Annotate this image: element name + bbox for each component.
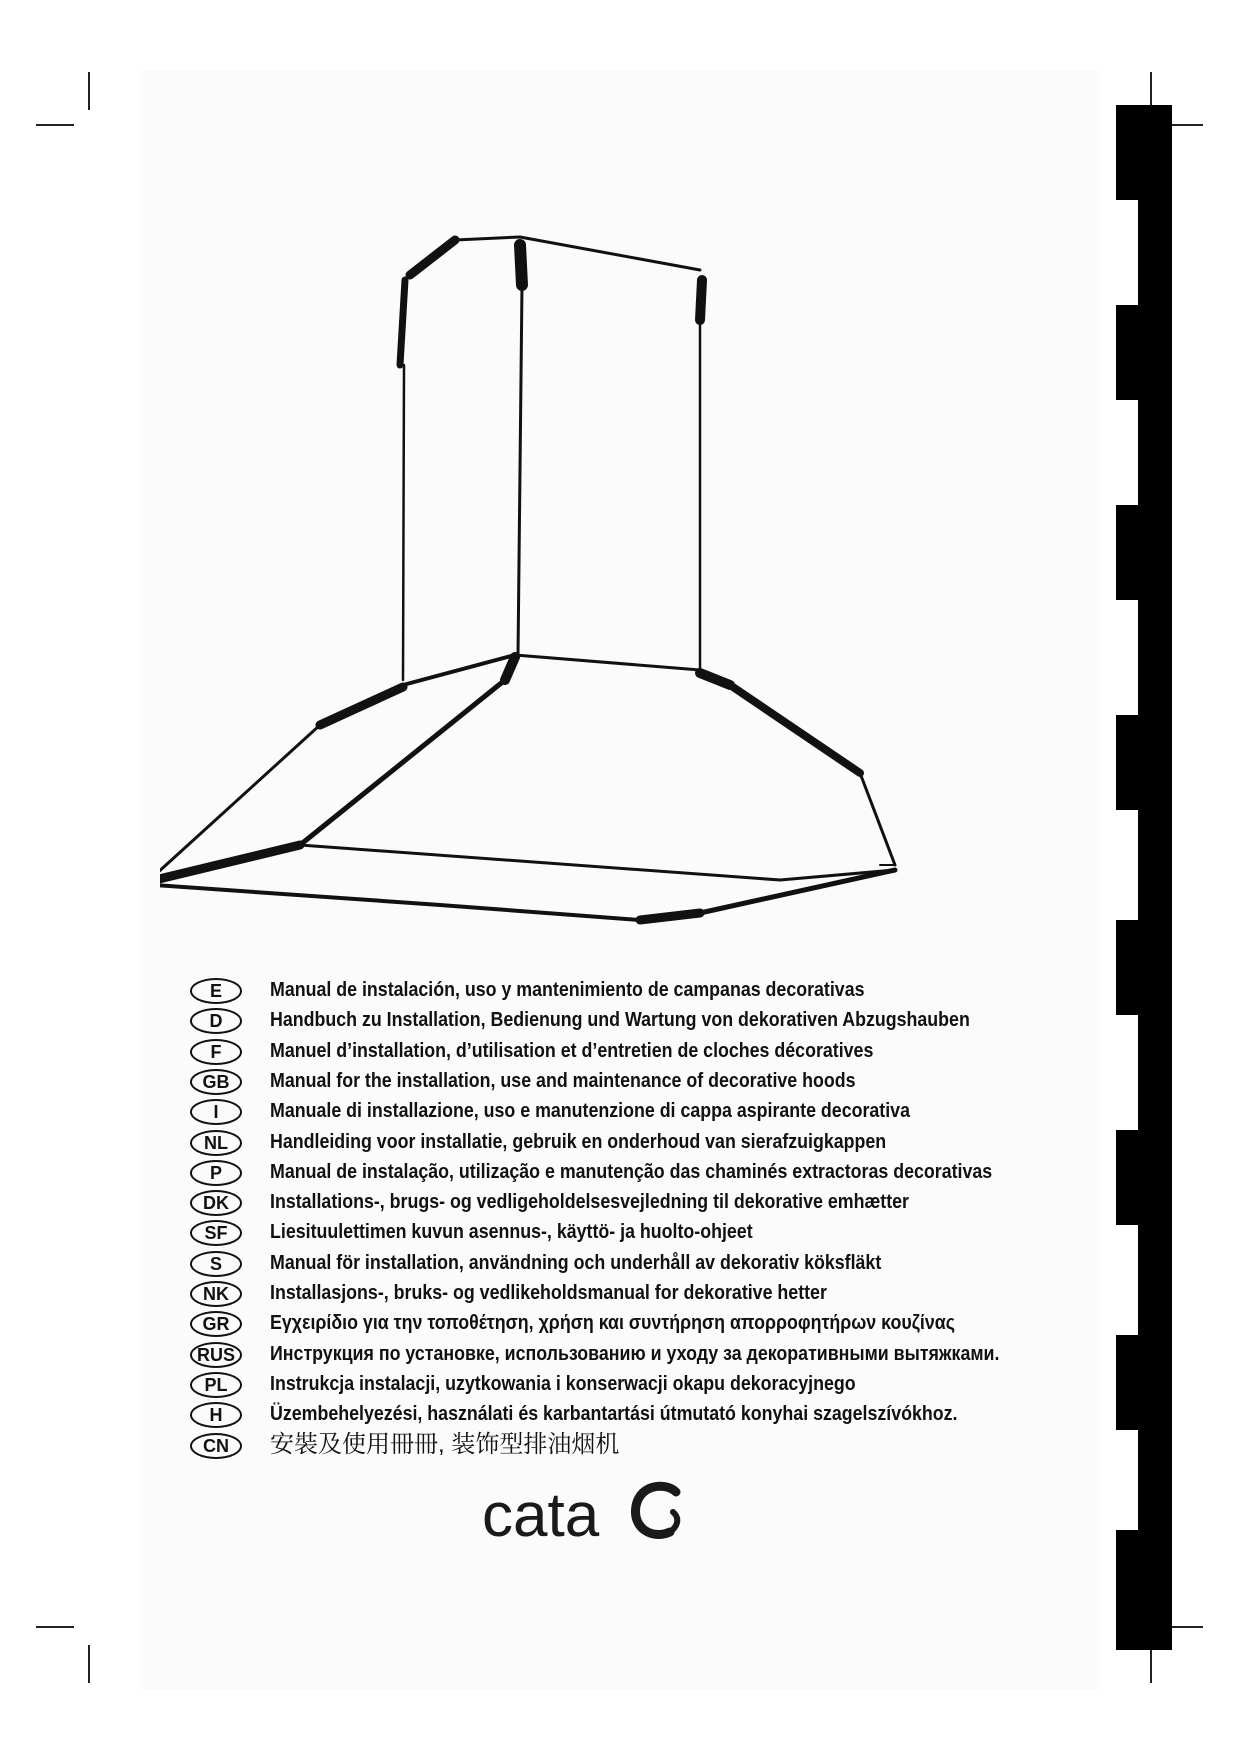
crop-mark-bottom-left-h [36,1626,74,1628]
language-row [190,1399,1070,1429]
brand-swirl-icon [635,1486,677,1534]
language-code-badge: GR [190,1311,242,1337]
index-tab [1116,920,1172,1015]
language-row [190,1157,1070,1187]
language-row [190,1339,1070,1369]
language-row [190,1248,1070,1278]
language-row [190,1187,1070,1217]
manual-title: Инструкция по установке, использованию и уходу за декоративными вытяжками. [270,1342,1000,1365]
crop-mark-bottom-right-v [1150,1645,1152,1683]
language-row [190,1369,1070,1399]
index-tab [1116,505,1172,600]
manual-title: Manual de instalación, uso y mantenimiento de campanas decorativas [270,979,865,1001]
manual-title: Manual för installation, användning och underhåll av dekorativ köksfläkt [270,1251,882,1274]
language-code-badge: NK [190,1281,242,1307]
manual-title: 安裝及使用冊冊, 装饰型排油烟机 [270,1430,620,1458]
language-code-badge: DK [190,1190,242,1216]
index-tab [1116,105,1172,200]
manual-title: Handleiding voor installatie, gebruik en onderhoud van sierafzuigkappen [270,1130,887,1153]
manual-title: Manuale di installazione, uso e manutenzione di cappa aspirante decorativa [270,1100,910,1123]
language-code-badge: GB [190,1069,242,1095]
manual-title: Instrukcja instalacji, uzytkowania i konserwacji okapu dekoracyjnego [270,1372,856,1395]
language-row [190,1005,1070,1035]
language-code-badge: F [190,1039,242,1065]
manual-title: Manual de instalação, utilização e manutenção das chaminés extractoras decorativas [270,1160,993,1183]
brand-wordmark: cata [482,1481,600,1548]
crop-mark-top-left-h [36,124,74,126]
language-code-badge: I [190,1099,242,1125]
crop-mark-bottom-left-v [88,1645,90,1683]
language-code-badge: E [190,978,242,1004]
language-row [190,1036,1070,1066]
language-row [190,1127,1070,1157]
language-code-badge: SF [190,1220,242,1246]
language-code-badge: RUS [190,1342,242,1368]
cooker-hood-illustration [160,225,1020,945]
crop-mark-top-left-v [88,72,90,110]
language-code-badge: PL [190,1372,242,1398]
manual-title: Handbuch zu Installation, Bedienung und Wartung von dekorativen Abzugshauben [270,1009,970,1032]
index-tab [1116,305,1172,400]
index-tab [1116,1335,1172,1430]
manual-title: Εγχειρίδιο για την τοποθέτηση, χρήση και συντήρηση απορροφητήρων κουζίνας [270,1312,955,1335]
language-row [190,1430,1070,1460]
language-row [190,1066,1070,1096]
language-code-badge: H [190,1402,242,1428]
language-code-badge: CN [190,1433,242,1459]
manual-title: Installasjons-, bruks- og vedlikeholdsmanual for dekorative hetter [270,1282,827,1304]
cata-logo [480,1478,690,1548]
manual-title: Installations-, brugs- og vedligeholdelsesvejledning til dekorative emhætter [270,1191,909,1214]
language-row [190,1217,1070,1247]
language-code-badge: S [190,1251,242,1277]
language-index-tabs [1116,105,1172,1650]
language-code-badge: NL [190,1130,242,1156]
manual-title: Liesituulettimen kuvun asennus-, käyttö- ja huolto-ohjeet [270,1221,753,1244]
language-row [190,1278,1070,1308]
index-tab [1116,1530,1172,1650]
language-code-badge: D [190,1008,242,1034]
index-tab [1116,715,1172,810]
language-row [190,1096,1070,1126]
index-tab [1116,1130,1172,1225]
language-row [190,1308,1070,1338]
manual-title: Üzembehelyezési, használati és karbantartási útmutató konyhai szagelszívókhoz. [270,1403,958,1426]
manual-title: Manuel d’installation, d’utilisation et d’entretien de cloches décoratives [270,1039,874,1062]
manual-title: Manual for the installation, use and maintenance of decorative hoods [270,1069,856,1092]
language-row [190,975,1070,1005]
language-code-badge: P [190,1160,242,1186]
